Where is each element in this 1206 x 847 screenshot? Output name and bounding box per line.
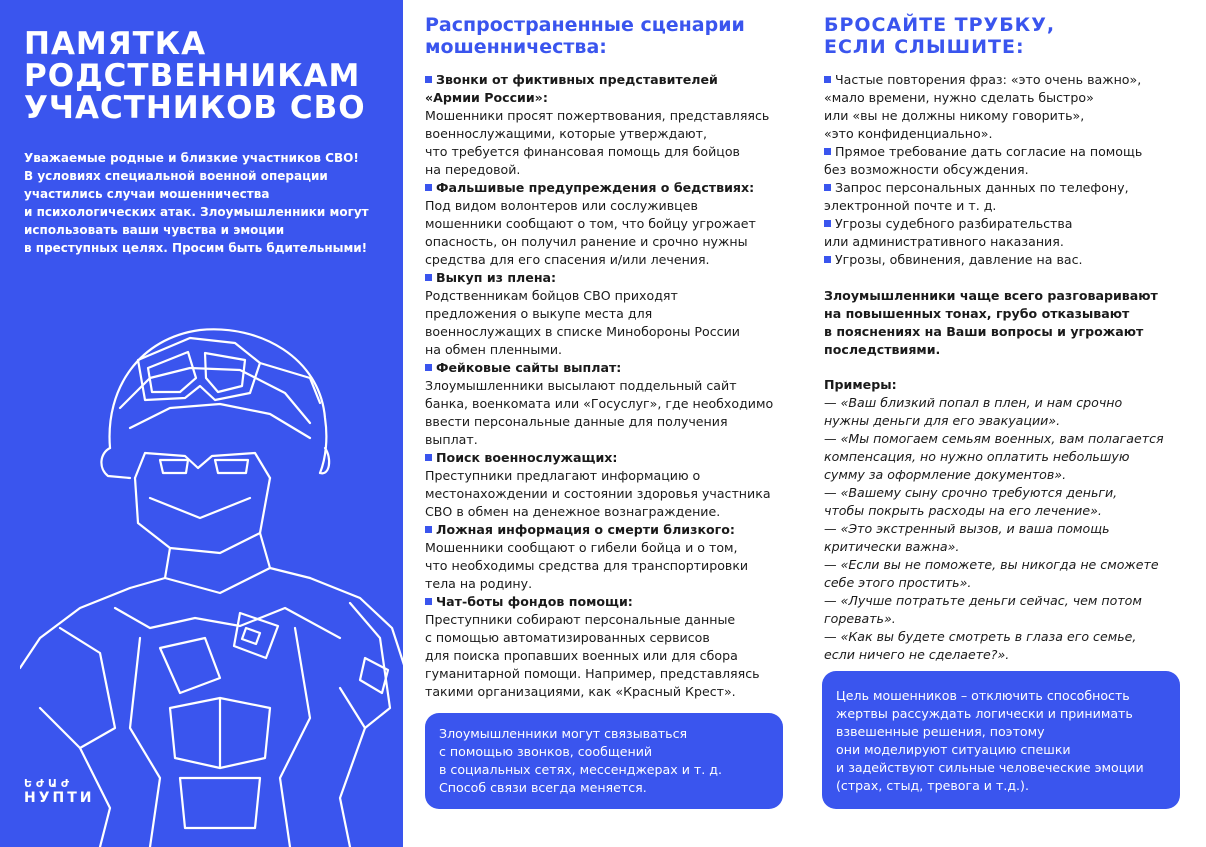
example-line: — «Это экстренный вызов, и ваша помощь bbox=[824, 521, 1110, 536]
callout-line: Цель мошенников – отключить способность bbox=[836, 688, 1130, 703]
bullet-square-icon bbox=[425, 184, 432, 191]
intro-line: в преступных целях. Просим быть бдительными! bbox=[24, 241, 368, 255]
scenario-text: Преступники предлагают информацию о bbox=[425, 468, 701, 483]
bullet-square-icon bbox=[425, 526, 432, 533]
callout-line: взвешенные решения, поэтому bbox=[836, 724, 1045, 739]
warning-item: Частые повторения фраз: «это очень важно», bbox=[824, 71, 1194, 89]
scenario-text: на передовой. bbox=[425, 162, 521, 177]
callout-line: с помощью звонков, сообщений bbox=[439, 744, 653, 759]
scenario-text: мошенники сообщают о том, что бойцу угрожает bbox=[425, 216, 756, 231]
warning-item: Угрозы судебного разбирательства bbox=[824, 215, 1194, 233]
scenarios-list bbox=[425, 71, 797, 701]
example-line: — «Лучше потратьте деньги сейчас, чем потом bbox=[824, 593, 1142, 608]
hang-up-list bbox=[824, 71, 1194, 269]
scenario-text: Мошенники сообщают о гибели бойца и о том, bbox=[425, 540, 738, 555]
warning-item: Прямое требование дать согласие на помощь bbox=[824, 143, 1194, 161]
left-panel bbox=[0, 0, 403, 847]
scenario-text: Родственникам бойцов СВО приходят bbox=[425, 288, 678, 303]
heading-line: ЕСЛИ СЛЫШИТЕ: bbox=[824, 36, 1025, 58]
scenario-text: средства для его спасения и/или лечения. bbox=[425, 252, 710, 267]
scenario-text: военнослужащих в списке Минобороны России bbox=[425, 324, 740, 339]
scenario-text: ввести персональные данные для получения bbox=[425, 414, 728, 429]
example-line: критически важна». bbox=[824, 539, 960, 554]
scenario-title: Чат-боты фондов помощи: bbox=[425, 593, 797, 611]
warning-item-text: или административного наказания. bbox=[824, 234, 1064, 249]
scenario-text: выплат. bbox=[425, 432, 478, 447]
scenario-title: Ложная информация о смерти близкого: bbox=[425, 521, 797, 539]
example-line: — «Ваш близкий попал в плен, и нам срочно bbox=[824, 395, 1123, 410]
intro-line: участились случаи мошенничества bbox=[24, 187, 270, 201]
intro-line: В условиях специальной военной операции bbox=[24, 169, 328, 183]
aggression-warning bbox=[824, 287, 1194, 359]
bullet-square-icon bbox=[425, 454, 432, 461]
aggression-line: последствиями. bbox=[824, 342, 941, 357]
bullet-square-icon bbox=[425, 274, 432, 281]
scenario-text: Под видом волонтеров или сослуживцев bbox=[425, 198, 698, 213]
intro-line: и психологических атак. Злоумышленники могут bbox=[24, 205, 369, 219]
example-line: горевать». bbox=[824, 611, 896, 626]
scenario-text: СВО в обмен на денежное вознаграждение. bbox=[425, 504, 721, 519]
warning-item-text: «мало времени, нужно сделать быстро» bbox=[824, 90, 1094, 105]
scenario-text: местонахождении и состоянии здоровья участника bbox=[425, 486, 771, 501]
logo-line-1: ԵԺԱԺ bbox=[24, 777, 73, 790]
examples-title: Примеры: bbox=[824, 377, 897, 392]
bullet-square-icon bbox=[824, 256, 831, 263]
intro-text bbox=[24, 149, 390, 257]
bullet-square-icon bbox=[824, 148, 831, 155]
example-line: — «Мы помогаем семьям военных, вам полагается bbox=[824, 431, 1164, 446]
warning-item-text: электронной почте и т. д. bbox=[824, 198, 997, 213]
scenario-title: Фейковые сайты выплат: bbox=[425, 359, 797, 377]
title-line: УЧАСТНИКОВ СВО bbox=[24, 90, 366, 126]
scenario-text: такими организациями, как «Красный Крест». bbox=[425, 684, 736, 699]
scenario-text: для поиска пропавших военных или для сбора bbox=[425, 648, 738, 663]
scenario-text: опасность, он получил ранение и срочно нужны bbox=[425, 234, 748, 249]
heading-line: Распространенные сценарии bbox=[425, 14, 745, 36]
bullet-square-icon bbox=[425, 598, 432, 605]
callout-line: Злоумышленники могут связываться bbox=[439, 726, 688, 741]
warning-item-text: «это конфиденциально». bbox=[824, 126, 993, 141]
callout-line: жертвы рассуждать логически и принимать bbox=[836, 706, 1133, 721]
callout-line: они моделируют ситуацию спешки bbox=[836, 742, 1071, 757]
scenario-text: Злоумышленники высылают поддельный сайт bbox=[425, 378, 737, 393]
intro-line: использовать ваши чувства и эмоции bbox=[24, 223, 285, 237]
example-line: компенсация, но нужно оплатить небольшую bbox=[824, 449, 1130, 464]
scenario-text: военнослужащими, которые утверждают, bbox=[425, 126, 707, 141]
scenario-title: Звонки от фиктивных представителей bbox=[425, 71, 797, 89]
example-line: нужны деньги для его эвакуации». bbox=[824, 413, 1061, 428]
scenario-text: Преступники собирают персональные данные bbox=[425, 612, 736, 627]
scenario-text: Мошенники просят пожертвования, представляясь bbox=[425, 108, 770, 123]
callout-line: Способ связи всегда меняется. bbox=[439, 780, 647, 795]
warning-item-text: или «вы не должны никому говорить», bbox=[824, 108, 1085, 123]
scenario-text: тела на родину. bbox=[425, 576, 533, 591]
scenario-text: на обмен пленными. bbox=[425, 342, 563, 357]
heading-line: мошенничества: bbox=[425, 36, 607, 58]
logo-line-2: НУПТИ bbox=[24, 790, 95, 806]
example-line: себе этого простить». bbox=[824, 575, 972, 590]
aggression-line: на повышенных тонах, грубо отказывают bbox=[824, 306, 1130, 321]
warning-item: Угрозы, обвинения, давление на вас. bbox=[824, 251, 1194, 269]
scenario-text: с помощью автоматизированных сервисов bbox=[425, 630, 710, 645]
callout-line: в социальных сетях, мессенджерах и т. д. bbox=[439, 762, 722, 777]
example-line: если ничего не сделаете?». bbox=[824, 647, 1010, 662]
example-line: чтобы покрыть расходы на его лечение». bbox=[824, 503, 1102, 518]
scenarios-heading bbox=[425, 14, 745, 58]
scenario-title: Поиск военнослужащих: bbox=[425, 449, 797, 467]
example-line: — «Как вы будете смотреть в глаза его семье, bbox=[824, 629, 1137, 644]
example-line: — «Вашему сыну срочно требуются деньги, bbox=[824, 485, 1118, 500]
title-line: ПАМЯТКА bbox=[24, 26, 207, 62]
scenario-title: Выкуп из плена: bbox=[425, 269, 797, 287]
organization-logo bbox=[24, 777, 95, 806]
callout-line: (страх, стыд, тревога и т.д.). bbox=[836, 778, 1029, 793]
hang-up-heading bbox=[824, 14, 1055, 58]
bullet-square-icon bbox=[425, 364, 432, 371]
examples-block bbox=[824, 376, 1194, 664]
example-line: сумму за оформление документов». bbox=[824, 467, 1067, 482]
scammers-goal-callout bbox=[822, 671, 1180, 809]
callout-line: и задействуют сильные человеческие эмоции bbox=[836, 760, 1144, 775]
scenario-title: Фальшивые предупреждения о бедствиях: bbox=[425, 179, 797, 197]
bullet-square-icon bbox=[824, 184, 831, 191]
bullet-square-icon bbox=[824, 220, 831, 227]
bullet-square-icon bbox=[425, 76, 432, 83]
example-line: — «Если вы не поможете, вы никогда не сможете bbox=[824, 557, 1159, 572]
warning-item: Запрос персональных данных по телефону, bbox=[824, 179, 1194, 197]
scenario-title: «Армии России»: bbox=[425, 90, 548, 105]
aggression-line: в пояснениях на Ваши вопросы и угрожают bbox=[824, 324, 1144, 339]
aggression-line: Злоумышленники чаще всего разговаривают bbox=[824, 288, 1158, 303]
scenario-text: что необходимы средства для транспортировки bbox=[425, 558, 749, 573]
scenario-text: предложения о выкупе места для bbox=[425, 306, 653, 321]
contact-methods-callout bbox=[425, 713, 783, 809]
warning-item-text: без возможности обсуждения. bbox=[824, 162, 1029, 177]
scenario-text: банка, военкомата или «Госуслуг», где необходимо bbox=[425, 396, 774, 411]
soldier-illustration-icon bbox=[20, 308, 403, 847]
heading-line: БРОСАЙТЕ ТРУБКУ, bbox=[824, 14, 1056, 36]
title-line: РОДСТВЕННИКАМ bbox=[24, 58, 361, 94]
scenario-text: что требуется финансовая помощь для бойцов bbox=[425, 144, 740, 159]
intro-line: Уважаемые родные и близкие участников СВО! bbox=[24, 151, 359, 165]
bullet-square-icon bbox=[824, 76, 831, 83]
scenario-text: гуманитарной помощи. Например, представляясь bbox=[425, 666, 760, 681]
page-title bbox=[24, 28, 384, 124]
